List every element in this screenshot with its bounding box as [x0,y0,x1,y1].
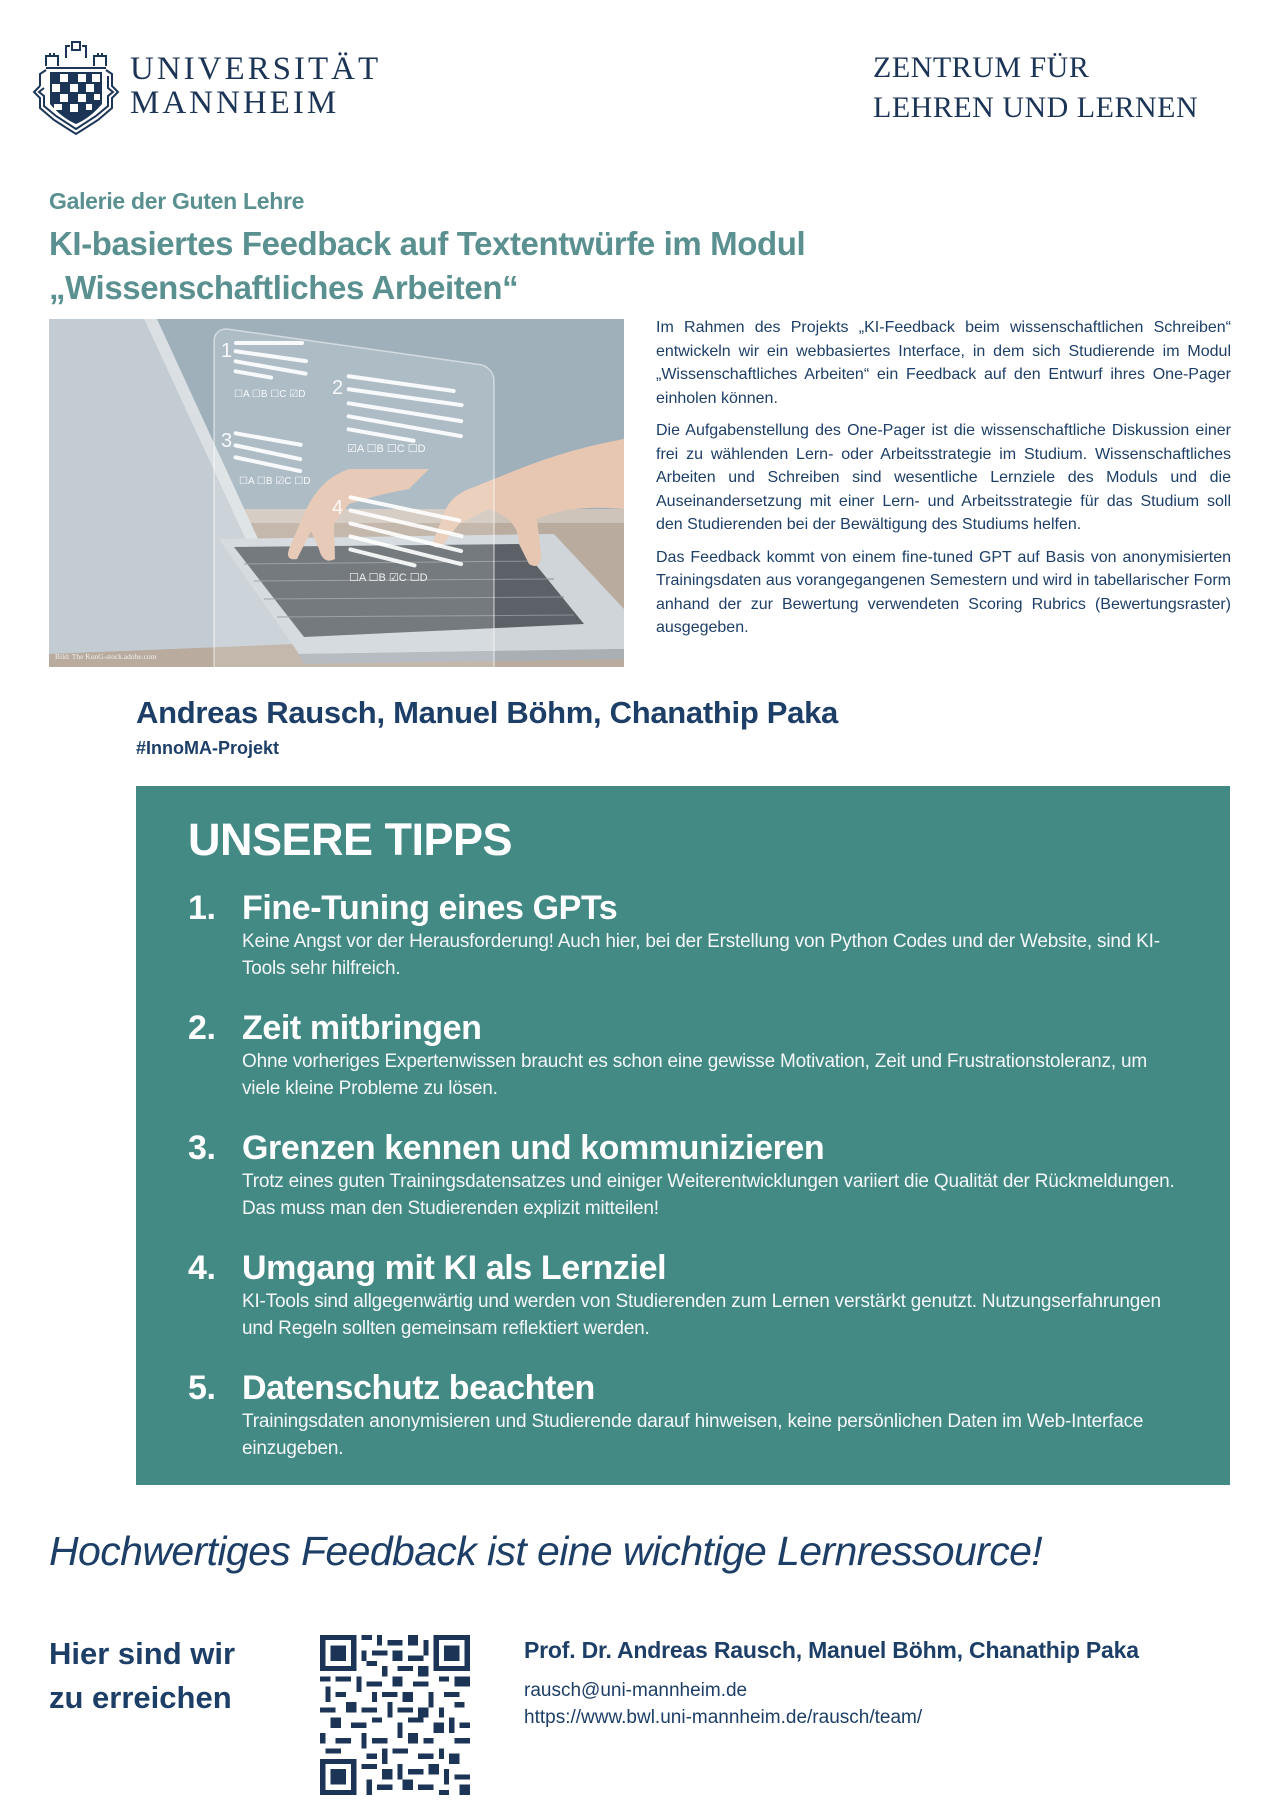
tip-item [188,888,1188,982]
tips-heading: UNSERE TIPPS [188,814,513,865]
authors: Andreas Rausch, Manuel Böhm, Chanathip Paka [136,695,838,730]
svg-text:☐A ☐B ☐C ☑D: ☐A ☐B ☐C ☑D [234,389,306,400]
contact-email-link[interactable]: rausch@uni-mannheim.de [524,1680,748,1701]
contact-website-link[interactable]: https://www.bwl.uni-mannheim.de/rausch/team/ [524,1707,923,1728]
tip-title: Datenschutz beachten [242,1369,595,1407]
description-paragraph: Die Aufgabenstellung des One-Pager ist die wissenschaftliche Diskussion einer frei zu wählenden Lern- oder Arbeitsstrategie im Studium. Wissenschaftliches Arbeiten und Schreiben sind wesentliche Lernziele des Moduls und die Auseinandersetzung mit einer Lern- und Arbeitsstrategie für das Studium soll den Studierenden bei der Bewältigung des Studiums helfen. [656,422,1231,533]
university-name-line2: MANNHEIM [130,85,340,121]
tip-item [188,1128,1188,1222]
photo-credit: Bild: The KonG-stock.adobe.com [55,652,157,661]
tip-text: KI-Tools sind allgegenwärtig und werden von Studierenden zum Lernen verstärkt genutzt. Nutzungserfahrungen und Regeln sollten gemeinsam reflektiert werden. [242,1291,1161,1339]
qr-code-icon[interactable] [320,1635,470,1795]
university-crest-icon [30,36,122,136]
svg-text:1: 1 [221,340,233,362]
page-title-line1: KI-basiertes Feedback auf Textentwürfe im Modul [49,225,806,262]
project-hashtag: #InnoMA-Projekt [136,738,280,758]
laptop-quiz-photo [49,319,624,667]
tip-number: 3. [188,1129,216,1167]
tip-text: Trainingsdaten anonymisieren und Studierende darauf hinweisen, keine persönlichen Daten im Web-Interface einzugeben. [242,1411,1144,1459]
tip-number: 1. [188,889,216,927]
tip-title: Fine-Tuning eines GPTs [242,889,618,927]
center-name-line2: LEHREN UND LERNEN [873,91,1199,124]
svg-text:☐A ☐B ☑C ☐D: ☐A ☐B ☑C ☐D [349,572,428,584]
tip-item [188,1008,1188,1102]
description-paragraph: Das Feedback kommt von einem fine-tuned GPT auf Basis von anonymisierten Trainingsdaten aus vorangegangenen Semestern und wird in tabellarischer Form anhand der zur Bewertung verwendeten Scoring Rubrics (Bewertungsraster) ausgegeben. [656,548,1231,636]
tip-title: Grenzen kennen und kommunizieren [242,1129,825,1167]
page-title-line2: „Wissenschaftliches Arbeiten“ [49,269,519,306]
tip-text: Trotz eines guten Trainingsdatensatzes und einiger Weiterentwicklungen variiert die Qualität der Rückmeldungen. Das muss man den Studierenden explizit mitteilen! [242,1171,1175,1219]
center-name [873,48,1198,128]
center-name-line1: ZENTRUM FÜR [873,51,1090,84]
contact-heading-line2: zu erreichen [49,1680,232,1715]
laptop-illustration [49,319,624,667]
contact-names: Prof. Dr. Andreas Rausch, Manuel Böhm, Chanathip Paka [524,1637,1139,1663]
slogan: Hochwertiges Feedback ist eine wichtige Lernressource! [49,1528,1043,1574]
page-title [49,222,1199,310]
contact-heading-line1: Hier sind wir [49,1636,236,1671]
university-logo [30,36,390,136]
svg-text:3: 3 [221,430,233,452]
svg-text:2: 2 [332,377,344,399]
description-paragraph: Im Rahmen des Projekts „KI-Feedback beim wissenschaftlichen Schreiben“ entwickeln wir ein webbasiertes Interface, in dem sich Studierende im Modul „Wissenschaftliches Arbeiten“ ein Feedback auf den Entwurf ihres One-Pager einholen können. [656,319,1231,407]
university-name [130,52,381,120]
tip-item [188,1368,1188,1462]
tip-item [188,1248,1188,1342]
tip-number: 2. [188,1009,216,1047]
tip-text: Ohne vorheriges Expertenwissen braucht es schon eine gewisse Motivation, Zeit und Frustrationstoleranz, um viele kleine Probleme zu lösen. [242,1051,1147,1099]
svg-text:☐A ☐B ☑C ☐D: ☐A ☐B ☑C ☐D [239,476,311,487]
project-description [656,316,1231,649]
university-name-line1: UNIVERSITÄT [130,51,382,87]
svg-text:☑A ☐B ☐C ☐D: ☑A ☐B ☐C ☐D [347,443,426,455]
gallery-kicker: Galerie der Guten Lehre [49,188,305,214]
tip-number: 5. [188,1369,216,1407]
contact-heading [49,1632,235,1720]
tip-title: Umgang mit KI als Lernziel [242,1249,667,1287]
tip-number: 4. [188,1249,216,1287]
tip-title: Zeit mitbringen [242,1009,482,1047]
tips-box [136,786,1230,1485]
tip-text: Keine Angst vor der Herausforderung! Auch hier, bei der Erstellung von Python Codes und der Website, sind KI-Tools sehr hilfreich. [242,931,1160,979]
svg-text:4: 4 [332,497,344,519]
